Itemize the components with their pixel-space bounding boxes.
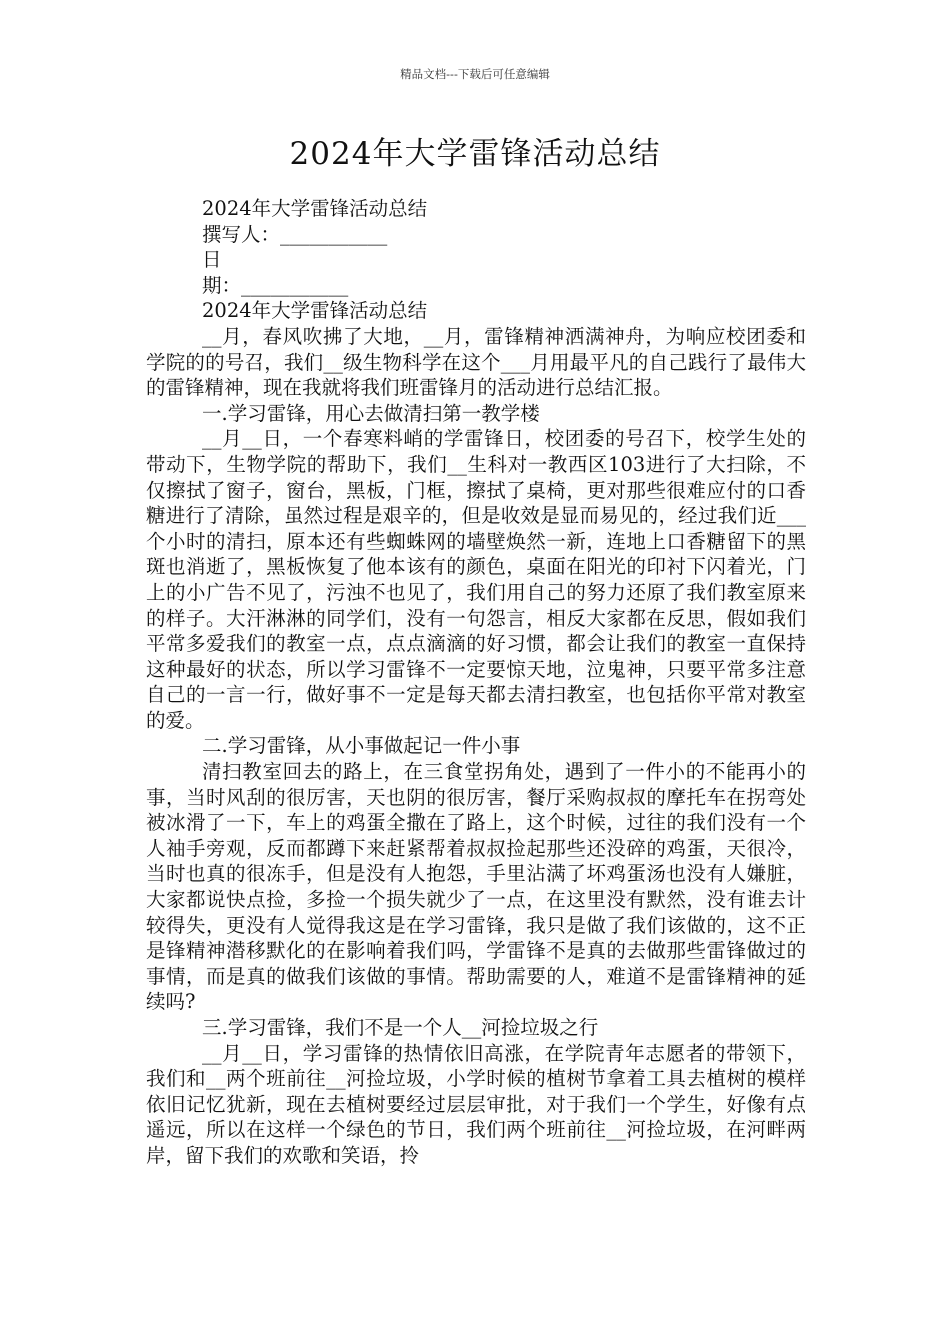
section-heading-3: 三.学习雷锋，我们不是一个人__河捡垃圾之行: [202, 1016, 599, 1039]
document-title: 2024年大学雷锋活动总结: [289, 136, 661, 172]
document-body: [146, 196, 806, 1169]
author-line: 撰写人：___________: [202, 222, 388, 246]
section-3-paragraph: __月__日，学习雷锋的热情依旧高涨，在学院青年志愿者的带领下，我们和__两个班前往__河捡垃圾，小学时候的植树节拿着工具去植树的模样依旧记忆犹新，现在去植树要经过层层审批，对于我们一个学生，好像有点遥远，所以在这样一个绿色的节日，我们两个班前往__河捡垃圾，在河畔两岸，留下我们的欢歌和笑语，拎: [146, 1041, 806, 1167]
section-heading-2: 二.学习雷锋，从小事做起记一件小事: [202, 734, 521, 758]
subtitle: 2024年大学雷锋活动总结: [202, 197, 428, 220]
intro-paragraph: __月，春风吹拂了大地，__月，雷锋精神洒满神舟，为响应校团委和学院的的号召，我们__级生物科学在这个___月用最平凡的自己践行了最伟大的雷锋精神，现在我就将我们班雷锋月的活动进行总结汇报。: [146, 324, 806, 400]
date-line: 期：___________: [202, 273, 349, 297]
page-header: 精品文档---下载后可任意编辑: [400, 67, 550, 81]
section-heading-1: 一.学习雷锋，用心去做清扫第一教学楼: [202, 401, 540, 425]
repeat-title: 2024年大学雷锋活动总结: [202, 299, 428, 323]
date-label-line: 日: [202, 248, 222, 272]
section-1-paragraph: __月__日，一个春寒料峭的学雷锋日，校团委的号召下，校学生处的带动下，生物学院的帮助下，我们__生科对一教西区103进行了大扫除，不仅擦拭了窗子，窗台，黑板，门框，擦拭了桌椅，更对那些很难应付的口香糖进行了清除，虽然过程是艰辛的，但是收效是显而易见的，经过我们近___个小时的清扫，原本还有些蜘蛛网的墙壁焕然一新，连地上口香糖留下的黑斑也消逝了，黑板恢复了他本该有的颜色，桌面在阳光的印衬下闪着光，门上的小广告不见了，污浊不也见了，我们用自己的努力还原了我们教室原来的样子。大汗淋淋的同学们，没有一句怨言，相反大家都在反思，假如我们平常多爱我们的教室一点，点点滴滴的好习惯，都会让我们的教室一直保持这种最好的状态，所以学习雷锋不一定要惊天地，泣鬼神，只要平常多注意自己的一言一行，做好事不一定是每天都去清扫教室，也包括你平常对教室的爱。: [146, 427, 806, 732]
section-2-paragraph: 清扫教室回去的路上，在三食堂拐角处，遇到了一件小的不能再小的事，当时风刮的很厉害，天也阴的很厉害，餐厅采购叔叔的摩托车在拐弯处被冰滑了一下，车上的鸡蛋全撒在了路上，这个时候，过往的我们没有一个人袖手旁观，反而都蹲下来赶紧帮着叔叔捡起那些还没碎的鸡蛋，天很冷，当时也真的很冻手，但是没有人抱怨，手里沾满了坏鸡蛋汤也没有人嫌脏，大家都说快点捡，多捡一个损失就少了一点，在这里没有默然，没有谁去计较得失，更没有人觉得我这是在学习雷锋，我只是做了我们该做的，这不正是锋精神潜移默化的在影响着我们吗，学雷锋不是真的去做那些雷锋做过的事情，而是真的做我们该做的事情。帮助需要的人，难道不是雷锋精神的延续吗?: [146, 760, 806, 1014]
